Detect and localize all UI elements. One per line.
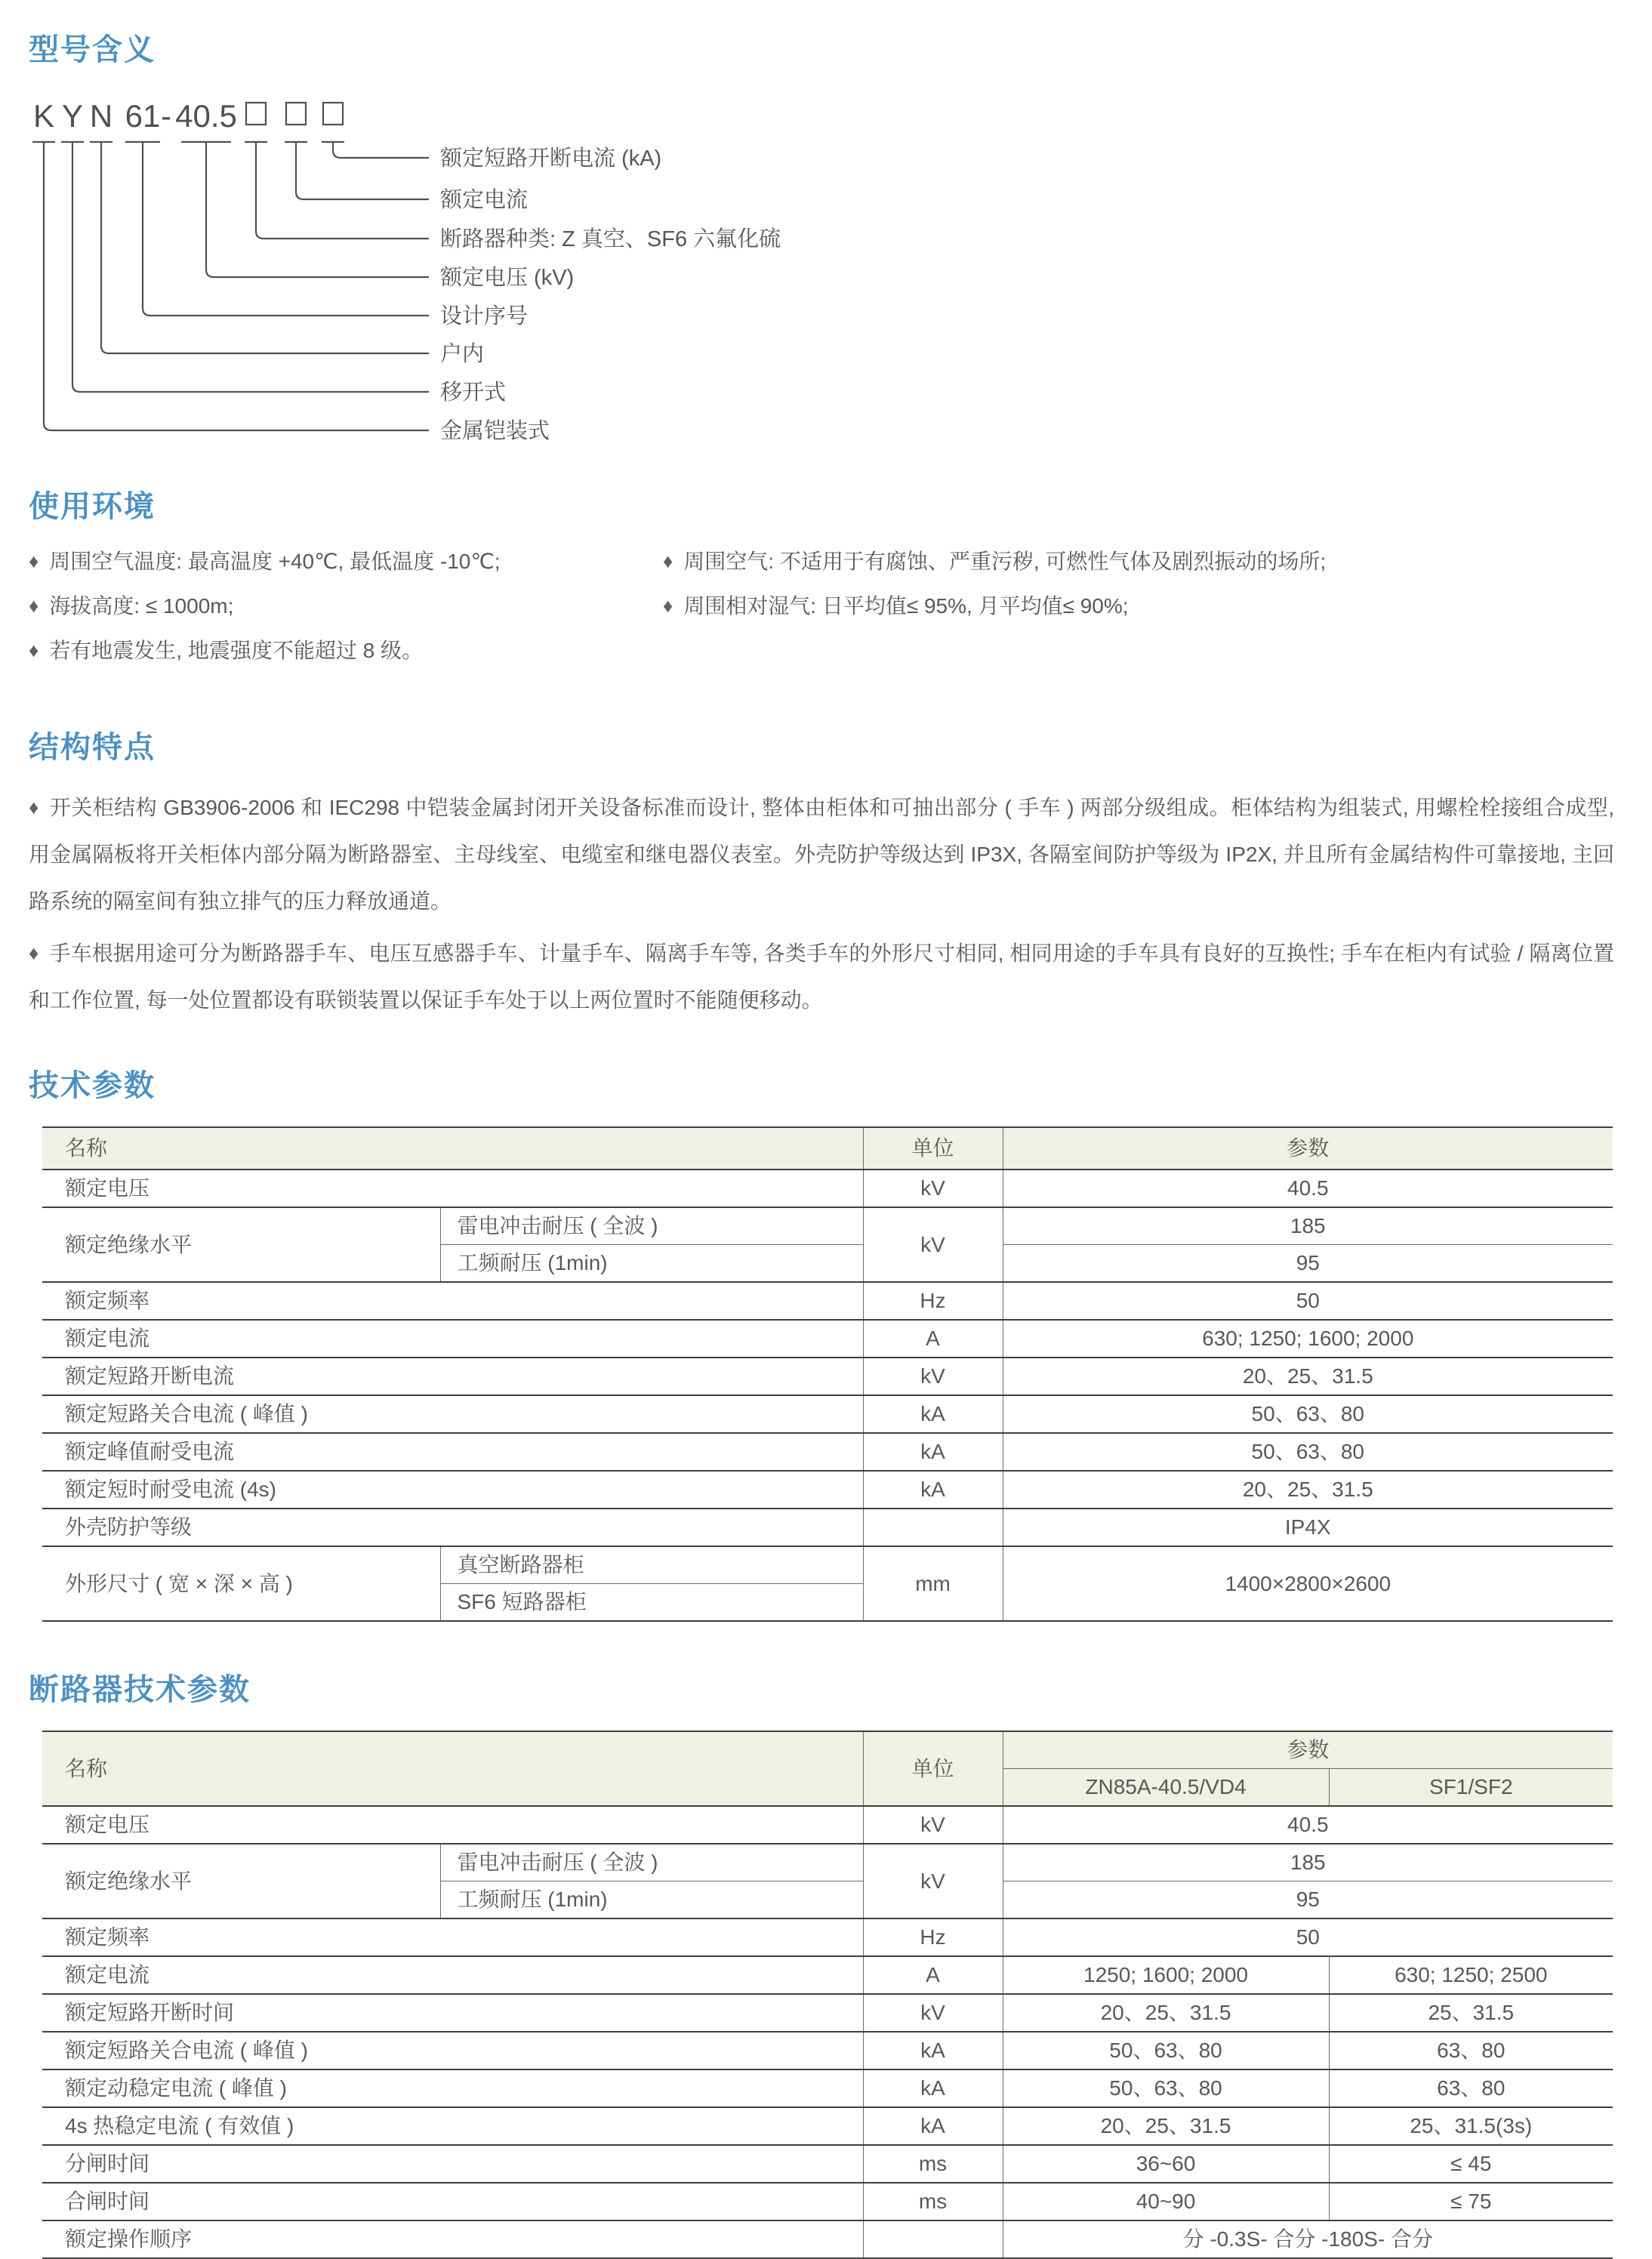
cell-value: 20、25、31.5	[1003, 1358, 1613, 1395]
environment-item	[29, 636, 663, 664]
cell-unit: kV	[863, 1994, 1003, 2032]
cell-value: 1400×2800×2600	[1003, 1546, 1613, 1621]
cell-value-2: ≤ 45	[1329, 2145, 1613, 2183]
environment-item	[29, 547, 663, 575]
cell-name: 外形尺寸 ( 宽 × 深 × 高 )	[42, 1546, 440, 1621]
cell-name: 额定动稳定电流 ( 峰值 )	[42, 2069, 863, 2107]
cell-value: 40.5	[1003, 1806, 1613, 1844]
model-connector	[72, 142, 429, 392]
diamond-bullet-icon: ♦	[29, 942, 39, 964]
model-connector	[256, 142, 429, 239]
cell-name: 4s 热稳定电流 ( 有效值 )	[42, 2107, 863, 2145]
cell-value-1: 40~90	[1003, 2183, 1329, 2220]
environment-item-text: 周围相对湿气: 日平均值≤ 95%, 月平均值≤ 90%;	[683, 594, 1129, 618]
col-header-unit: 单位	[863, 1127, 1003, 1170]
table-row	[42, 1806, 1613, 1844]
environment-list	[29, 547, 1614, 681]
table-row	[42, 1433, 1613, 1471]
breaker-params-table	[42, 1730, 1613, 2259]
cell-value: 185	[1003, 1207, 1613, 1245]
cell-sub-label: 雷电冲击耐压 ( 全波 )	[440, 1844, 863, 1881]
table-row	[42, 2145, 1613, 2183]
model-code	[33, 98, 343, 134]
table-row	[42, 1207, 1613, 1245]
cell-value-1: 50、63、80	[1003, 2069, 1329, 2107]
table-header-row	[42, 1127, 1613, 1170]
table-row	[42, 1358, 1613, 1395]
model-label: 额定电压 (kV)	[440, 266, 575, 290]
breaker-params-title: 断路器技术参数	[29, 1673, 251, 1706]
col-header-model-2: SF1/SF2	[1329, 1769, 1613, 1807]
cell-value: 50、63、80	[1003, 1433, 1613, 1471]
cell-unit: ms	[863, 2145, 1003, 2183]
col-header-name: 名称	[42, 1127, 863, 1170]
cell-name: 额定绝缘水平	[42, 1207, 440, 1282]
table-row	[42, 1320, 1613, 1358]
cell-unit: ms	[863, 2183, 1003, 2220]
table-row	[42, 1546, 1613, 1584]
cell-value-1: 50、63、80	[1003, 2032, 1329, 2069]
table-row	[42, 1918, 1613, 1956]
cell-name: 合闸时间	[42, 2183, 863, 2220]
diamond-bullet-icon: ♦	[29, 550, 39, 572]
cell-sub-label: 真空断路器柜	[440, 1546, 863, 1584]
cell-value-2: 630; 1250; 2500	[1329, 1956, 1613, 1994]
cell-name: 外壳防护等级	[42, 1509, 863, 1546]
cell-unit: kA	[863, 1433, 1003, 1471]
environment-item-text: 周围空气温度: 最高温度 +40℃, 最低温度 -10℃;	[49, 550, 501, 573]
diamond-bullet-icon: ♦	[663, 550, 673, 572]
cell-value-2: 25、31.5	[1329, 1994, 1613, 2032]
model-connector	[101, 142, 429, 353]
feature-paragraph-text: 手车根据用途可分为断路器手车、电压互感器手车、计量手车、隔离手车等, 各类手车的外形尺寸相同, 相同用途的手车具有良好的互换性; 手车在柜内有试验 / 隔离位置和工作位置, 每一处位置都设有联锁装置以保证手车处于以上两位置时不能随便移动。	[29, 942, 1614, 1012]
diamond-bullet-icon: ♦	[29, 796, 39, 818]
cell-value: 40.5	[1003, 1170, 1613, 1207]
table-row	[42, 1395, 1613, 1433]
table-row	[42, 1509, 1613, 1546]
cell-name: 额定短路开断电流	[42, 1358, 863, 1395]
cell-name: 额定短路关合电流 ( 峰值 )	[42, 2032, 863, 2069]
cell-value-2: 25、31.5(3s)	[1329, 2107, 1613, 2145]
cell-unit: kA	[863, 2107, 1003, 2145]
cell-value: 95	[1003, 1245, 1613, 1283]
cell-value-1: 36~60	[1003, 2145, 1329, 2183]
col-header-param: 参数	[1003, 1731, 1613, 1769]
cell-name: 额定短路开断时间	[42, 1994, 863, 2032]
col-header-model-1: ZN85A-40.5/VD4	[1003, 1769, 1329, 1807]
col-header-name: 名称	[42, 1731, 863, 1806]
model-placeholder-box	[246, 103, 266, 125]
cell-unit: kA	[863, 1395, 1003, 1433]
environment-item-text: 若有地震发生, 地震强度不能超过 8 级。	[49, 639, 423, 662]
table-row	[42, 1471, 1613, 1509]
col-header-unit: 单位	[863, 1731, 1003, 1806]
model-label: 设计序号	[440, 304, 529, 328]
features-body	[29, 784, 1614, 1024]
model-code-token: 61	[125, 98, 161, 134]
cell-name: 额定频率	[42, 1282, 863, 1320]
cell-value-1: 20、25、31.5	[1003, 2107, 1329, 2145]
cell-name: 分闸时间	[42, 2145, 863, 2183]
table-row	[42, 1844, 1613, 1881]
table-row	[42, 2183, 1613, 2220]
col-header-param: 参数	[1003, 1127, 1613, 1170]
cell-unit: Hz	[863, 1918, 1003, 1956]
cell-value-2: 63、80	[1329, 2069, 1613, 2107]
environment-item	[29, 592, 663, 620]
model-meaning-title: 型号含义	[29, 33, 156, 66]
cell-unit: kV	[863, 1358, 1003, 1395]
cell-unit: A	[863, 1956, 1003, 1994]
cell-value: 50、63、80	[1003, 1395, 1613, 1433]
model-connector	[206, 142, 429, 277]
cell-unit: kV	[863, 1207, 1003, 1282]
model-connector	[143, 142, 429, 316]
model-label: 断路器种类: Z 真空、SF6 六氟化硫	[440, 227, 781, 251]
model-labels	[440, 146, 781, 443]
cell-value: 50	[1003, 1918, 1613, 1956]
diamond-bullet-icon: ♦	[29, 594, 39, 617]
cell-value: 20、25、31.5	[1003, 1471, 1613, 1509]
cell-value-1: 1250; 1600; 2000	[1003, 1956, 1329, 1994]
model-code-token: 40.5	[175, 98, 237, 134]
model-label: 金属铠装式	[440, 419, 550, 443]
cell-unit: mm	[863, 1546, 1003, 1621]
model-label: 额定电流	[440, 188, 529, 212]
model-code-token: -	[161, 98, 171, 134]
cell-unit: kA	[863, 1471, 1003, 1509]
cell-name: 额定操作顺序	[42, 2220, 863, 2258]
table-row	[42, 1170, 1613, 1207]
model-placeholder-box	[286, 103, 306, 125]
cell-name: 额定电流	[42, 1320, 863, 1358]
cell-name: 额定短路关合电流 ( 峰值 )	[42, 1395, 863, 1433]
cell-sub-label: SF6 短路器柜	[440, 1584, 863, 1622]
environment-item	[663, 592, 1614, 620]
cell-name: 额定电压	[42, 1170, 863, 1207]
model-label: 户内	[440, 342, 485, 366]
datasheet-page	[0, 32, 1652, 2258]
feature-paragraph	[29, 929, 1614, 1024]
table-row	[42, 2069, 1613, 2107]
cell-name: 额定峰值耐受电流	[42, 1433, 863, 1471]
model-connector	[333, 142, 429, 158]
cell-value: IP4X	[1003, 1509, 1613, 1546]
table-row	[42, 2032, 1613, 2069]
cell-value-2: ≤ 75	[1329, 2183, 1613, 2220]
cell-value: 185	[1003, 1844, 1613, 1881]
cell-sub-label: 工频耐压 (1min)	[440, 1881, 863, 1919]
tech-params-table	[42, 1126, 1613, 1622]
table-row	[42, 2107, 1613, 2145]
model-label: 移开式	[440, 381, 507, 405]
environment-item-text: 海拔高度: ≤ 1000m;	[49, 594, 234, 618]
diamond-bullet-icon: ♦	[663, 594, 673, 617]
tech-params-title: 技术参数	[29, 1069, 156, 1102]
cell-value-2: 63、80	[1329, 2032, 1613, 2069]
cell-name: 额定电压	[42, 1806, 863, 1844]
features-title: 结构特点	[29, 731, 156, 764]
cell-unit: kA	[863, 2069, 1003, 2107]
cell-sub-label: 工频耐压 (1min)	[440, 1245, 863, 1283]
cell-unit	[863, 1509, 1003, 1546]
cell-value: 95	[1003, 1881, 1613, 1919]
cell-unit: kA	[863, 2032, 1003, 2069]
table-row	[42, 1282, 1613, 1320]
cell-name: 额定频率	[42, 1918, 863, 1956]
model-placeholder-box	[323, 103, 343, 125]
environment-item	[663, 547, 1614, 575]
diamond-bullet-icon: ♦	[29, 639, 39, 661]
cell-value-1: 20、25、31.5	[1003, 1994, 1329, 2032]
cell-name: 额定绝缘水平	[42, 1844, 440, 1918]
cell-unit: Hz	[863, 1282, 1003, 1320]
cell-sub-label: 雷电冲击耐压 ( 全波 )	[440, 1207, 863, 1245]
model-label: 额定短路开断电流 (kA)	[440, 146, 662, 171]
cell-value: 分 -0.3S- 合分 -180S- 合分	[1003, 2220, 1613, 2258]
cell-name: 额定电流	[42, 1956, 863, 1994]
table-row	[42, 1994, 1613, 2032]
cell-value: 50	[1003, 1282, 1613, 1320]
cell-value: 630; 1250; 1600; 2000	[1003, 1320, 1613, 1358]
model-code-token: N	[89, 98, 113, 134]
environment-item-text: 周围空气: 不适用于有腐蚀、严重污秽, 可燃性气体及剧烈振动的场所;	[683, 550, 1327, 573]
environment-title: 使用环境	[29, 490, 156, 523]
cell-unit: kV	[863, 1170, 1003, 1207]
model-code-token: K	[32, 98, 55, 134]
model-code-diagram	[29, 94, 1025, 452]
cell-unit: A	[863, 1320, 1003, 1358]
table-row	[42, 1956, 1613, 1994]
model-connector	[296, 142, 429, 199]
cell-unit: kV	[863, 1844, 1003, 1918]
feature-paragraph-text: 开关柜结构 GB3906-2006 和 IEC298 中铠装金属封闭开关设备标准而设计, 整体由柜体和可抽出部分 ( 手车 ) 两部分级组成。柜体结构为组装式, 用螺栓栓接组合成型, 用金属隔板将开关柜体内部分隔为断路器室、主母线室、电缆室和继电器仪表室。外壳防护等级达到 IP3X, 各隔室间防护等级为 IP2X, 并且所有金属结构件可靠接地, 主回路系统的隔室间有独立排气的压力释放通道。	[29, 796, 1614, 913]
model-code-token: Y	[61, 98, 84, 134]
table-header-row	[42, 1731, 1613, 1769]
feature-paragraph	[29, 784, 1614, 925]
cell-unit: kV	[863, 1806, 1003, 1844]
model-connectors	[44, 142, 429, 430]
cell-name: 额定短时耐受电流 (4s)	[42, 1471, 863, 1509]
